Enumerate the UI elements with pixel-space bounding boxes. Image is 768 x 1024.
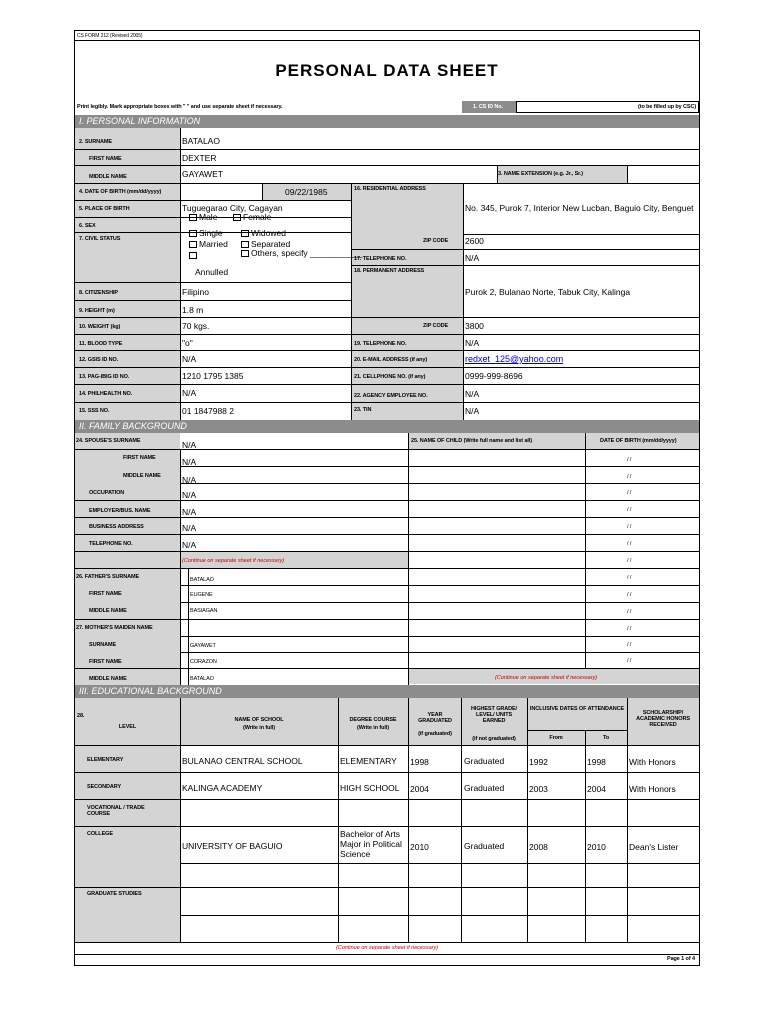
single-label: Single — [199, 228, 223, 238]
checkbox-icon — [189, 241, 197, 248]
m-first-label: FIRST NAME — [89, 659, 122, 665]
business-label: BUSINESS ADDRESS — [89, 524, 144, 530]
edu-honors-1[interactable]: With Honors — [629, 757, 676, 767]
edu-year-1[interactable]: 1998 — [410, 757, 429, 767]
tel1-value[interactable]: N/A — [465, 253, 480, 263]
height-value[interactable]: 1.8 m — [182, 305, 204, 315]
child-dob-3[interactable]: / / — [627, 490, 632, 496]
firstname-value[interactable]: DEXTER — [182, 153, 217, 163]
csc-id-label: 1. CS ID No. — [473, 104, 503, 110]
section-personal: I. PERSONAL INFORMATION — [75, 115, 699, 128]
weight-value[interactable]: 70 kgs. — [182, 321, 210, 331]
edu-year-header: YEAR GRADUATED — [418, 712, 452, 724]
page-title: PERSONAL DATA SHEET — [275, 61, 499, 80]
checkbox-icon — [241, 250, 249, 257]
male-option[interactable] — [189, 212, 217, 222]
child-dob-10[interactable]: / / — [627, 609, 632, 615]
firstname-label: FIRST NAME — [89, 156, 122, 162]
edu-degree-4[interactable]: Bachelor of Arts Major in Political Science — [340, 829, 402, 859]
occupation-label: OCCUPATION — [89, 490, 125, 496]
pagibig-value[interactable]: 1210 1795 1385 — [182, 371, 244, 381]
edu-level-header: LEVEL — [118, 724, 137, 730]
child-dob-label: DATE OF BIRTH (mm/dd/yyyy) — [600, 438, 677, 444]
email-label: 20. E-MAIL ADDRESS (if any) — [354, 357, 428, 363]
annulled-label: Annulled — [195, 267, 229, 277]
edu-school-4[interactable]: UNIVERSITY OF BAGUIO — [182, 841, 283, 851]
edu-year-4[interactable]: 2010 — [410, 842, 429, 852]
pob-label: 5. PLACE OF BIRTH — [79, 206, 130, 212]
edu-to-4[interactable]: 2010 — [587, 842, 606, 852]
cell-value[interactable]: 0999-999-8696 — [465, 371, 523, 381]
edu-level-4: COLLEGE — [87, 831, 113, 837]
height-label: 9. HEIGHT (m) — [79, 308, 115, 314]
perm-zip-value[interactable]: 3800 — [465, 321, 484, 331]
edu-year-2[interactable]: 2004 — [410, 784, 429, 794]
email-link[interactable]: redxet_125@yahoo.com — [465, 354, 564, 364]
separated-label: Separated — [251, 239, 291, 249]
agency-label: 22. AGENCY EMPLOYEE NO. — [354, 393, 428, 399]
philhealth-value[interactable]: N/A — [182, 388, 197, 398]
edu-level-5: GRADUATE STUDIES — [87, 891, 142, 897]
female-label: Female — [243, 212, 272, 222]
blank-option[interactable] — [189, 250, 199, 260]
father-value[interactable]: BATALAO — [190, 577, 214, 583]
f-middle-value[interactable]: BASIAGAN — [190, 608, 218, 614]
m-sur-value[interactable]: GAYAWET — [190, 643, 216, 649]
checkbox-icon — [241, 230, 249, 237]
edu-level-2: SECONDARY — [87, 784, 122, 790]
section-family: II. FAMILY BACKGROUND — [75, 420, 699, 433]
f-first-value[interactable]: EUGENE — [190, 592, 213, 598]
employer-value[interactable]: N/A — [182, 507, 197, 517]
edu-degree-sub: (Write in full) — [356, 725, 389, 731]
edu-highest-header: HIGHEST GRADE/ LEVEL/ UNITS EARNED — [471, 706, 517, 724]
child-dob-2[interactable]: / / — [627, 474, 632, 480]
csc-note: (to be filled up by CSC) — [638, 104, 697, 110]
occupation-value[interactable]: N/A — [182, 490, 197, 500]
tel2-value[interactable]: N/A — [465, 338, 480, 348]
edu-highest-2[interactable]: Graduated — [464, 783, 505, 793]
child-label: 25. NAME OF CHILD (Write full name and list all) — [411, 438, 533, 444]
child-dob-1[interactable]: / / — [627, 457, 632, 463]
edu-honors-2[interactable]: With Honors — [629, 784, 676, 794]
edu-school-1[interactable]: BULANAO CENTRAL SCHOOL — [182, 756, 303, 766]
edu-level-3: VOCATIONAL / TRADE COURSE — [87, 805, 145, 817]
edu-to-header: To — [602, 735, 610, 741]
child-dob-13[interactable]: / / — [627, 658, 632, 664]
edu-from-1[interactable]: 1992 — [529, 757, 548, 767]
tin-label: 23. TIN — [354, 407, 372, 413]
tin-value[interactable]: N/A — [465, 406, 480, 416]
middlename-label: MIDDLE NAME — [89, 174, 127, 180]
child-dob-5[interactable]: / / — [627, 524, 632, 530]
m-middle-value[interactable]: BATALAO — [190, 676, 214, 682]
others-option[interactable] — [241, 248, 362, 258]
citizenship-value[interactable]: Filipino — [182, 287, 209, 297]
tel2-label: 19. TELEPHONE NO. — [354, 341, 407, 347]
edu-year-sub: (if graduated) — [418, 731, 452, 737]
civil-status-label: 7. CIVIL STATUS — [79, 236, 121, 242]
edu-continue-note: (Continue on separate sheet if necessary) — [335, 945, 439, 951]
f-middle-label: MIDDLE NAME — [89, 608, 127, 614]
instructions: Print legibly. Mark appropriate boxes with " " and use separate sheet if necessary. — [77, 104, 283, 110]
pagibig-label: 13. PAG-IBIG ID NO. — [79, 374, 130, 380]
child-dob-12[interactable]: / / — [627, 642, 632, 648]
edu-degree-2[interactable]: HIGH SCHOOL — [340, 783, 400, 793]
checkbox-checked-icon — [189, 230, 197, 237]
edu-highest-1[interactable]: Graduated — [464, 756, 505, 766]
surname-label: 2. SURNAME — [79, 139, 112, 145]
res-addr-label: 16. RESIDENTIAL ADDRESS — [354, 186, 426, 192]
others-label: Others, specify ___________ — [251, 248, 363, 258]
f-first-label: FIRST NAME — [89, 591, 122, 597]
business-value[interactable]: N/A — [182, 523, 197, 533]
checkbox-icon — [189, 252, 197, 259]
tel1-label: 17. TELEPHONE NO. — [354, 256, 407, 262]
female-option[interactable] — [233, 212, 271, 222]
edu-highest-4[interactable]: Graduated — [464, 841, 505, 851]
citizenship-label: 8. CITIZENSHIP — [79, 290, 118, 296]
edu-school-sub: (Write in full) — [242, 725, 275, 731]
edu-highest-sub: (if not graduated) — [472, 736, 516, 742]
married-option[interactable] — [189, 239, 228, 249]
res-zip-label: ZIP CODE — [423, 238, 449, 244]
child-dob-8[interactable]: / / — [627, 575, 632, 581]
edu-from-header: From — [549, 735, 563, 741]
child-dob-9[interactable]: / / — [627, 592, 632, 598]
edu-school-header: NAME OF SCHOOL — [234, 717, 284, 723]
edu-honors-4[interactable]: Dean's Lister — [629, 842, 679, 852]
child-continue-note: (Continue on separate sheet if necessary) — [495, 675, 598, 681]
page-number: Page 1 of 4 — [667, 956, 695, 962]
section-education: III. EDUCATIONAL BACKGROUND — [75, 685, 699, 698]
name-ext-label: 3. NAME EXTENSION (e.g. Jr., Sr.) — [498, 171, 584, 177]
m-sur-label: SURNAME — [89, 642, 117, 648]
pob-value[interactable]: Tuguegarao City, Cagayan — [182, 203, 283, 213]
sp-first-value[interactable]: N/A — [182, 457, 197, 467]
father-label: 26. FATHER'S SURNAME — [76, 574, 140, 580]
edu-degree-1[interactable]: ELEMENTARY — [340, 756, 397, 766]
weight-label: 10. WEIGHT (kg) — [79, 324, 121, 330]
surname-value[interactable]: BATALAO — [182, 136, 220, 146]
child-dob-4[interactable]: / / — [627, 507, 632, 513]
spouse-value[interactable]: N/A — [182, 440, 197, 450]
widowed-option[interactable] — [241, 228, 286, 238]
widowed-label: Widowed — [251, 228, 286, 238]
edu-dates-header: INCLUSIVE DATES OF ATTENDANCE — [529, 706, 625, 712]
perm-addr-value[interactable]: Purok 2, Bulanao Norte, Tabuk City, Kalinga — [465, 287, 631, 297]
gsis-value[interactable]: N/A — [182, 354, 197, 364]
mother-label: 27. MOTHER'S MAIDEN NAME — [76, 625, 153, 631]
edu-from-4[interactable]: 2008 — [529, 842, 548, 852]
edu-to-1[interactable]: 1998 — [587, 757, 606, 767]
child-dob-6[interactable]: / / — [627, 541, 632, 547]
single-option[interactable] — [189, 228, 223, 238]
philhealth-label: 14. PHILHEALTH NO. — [79, 391, 133, 397]
spouse-label: 24. SPOUSE'S SURNAME — [76, 438, 141, 444]
edu-to-2[interactable]: 2004 — [587, 784, 606, 794]
dob-label: 4. DATE OF BIRTH (mm/dd/yyyy) — [79, 189, 162, 195]
perm-addr-label: 18. PERMANENT ADDRESS — [354, 268, 425, 274]
edu-degree-header: DEGREE COURSE — [349, 717, 397, 723]
perm-zip-label: ZIP CODE — [423, 323, 449, 329]
edu-from-2[interactable]: 2003 — [529, 784, 548, 794]
gsis-label: 12. GSIS ID NO. — [79, 357, 119, 363]
edu-level-1: ELEMENTARY — [87, 757, 124, 763]
m-middle-label: MIDDLE NAME — [89, 676, 127, 682]
res-zip-value[interactable]: 2600 — [465, 236, 484, 246]
form-number: CS FORM 212 (Revised 2005) — [77, 33, 143, 39]
res-addr-value[interactable]: No. 345, Purok 7, Interior New Lucban, Baguio City, Benguet — [465, 203, 694, 213]
sss-value[interactable]: 01 1847988 2 — [182, 406, 234, 416]
blood-value[interactable]: "o" — [182, 338, 193, 348]
sex-label: 6. SEX — [79, 223, 96, 229]
edu-no-label: 28. — [77, 713, 85, 719]
edu-honors-header: SCHOLARSHIP/ ACADEMIC HONORS RECEIVED — [636, 710, 690, 728]
married-label: Married — [199, 239, 228, 249]
edu-school-2[interactable]: KALINGA ACADEMY — [182, 783, 263, 793]
cell-label: 21. CELLPHONE NO. (if any) — [354, 374, 426, 380]
checkbox-icon — [233, 214, 241, 221]
child-dob-11[interactable]: / / — [627, 626, 632, 632]
employer-label: EMPLOYER/BUS. NAME — [89, 508, 151, 514]
agency-value[interactable]: N/A — [465, 389, 480, 399]
personal-data-sheet — [74, 30, 700, 966]
blood-label: 11. BLOOD TYPE — [79, 341, 123, 347]
checkbox-checked-icon — [189, 214, 197, 221]
fam-tel-label: TELEPHONE NO. — [89, 541, 133, 547]
sp-middle-label: MIDDLE NAME — [123, 473, 161, 479]
male-label: Male — [199, 212, 218, 222]
child-dob-7[interactable]: / / — [627, 558, 632, 564]
sss-label: 15. SSS NO. — [79, 408, 110, 414]
dob-value[interactable]: 09/22/1985 — [285, 187, 328, 197]
middlename-value[interactable]: GAYAWET — [182, 169, 223, 179]
family-continue-note: (Continue on separate sheet if necessary) — [182, 558, 285, 564]
sp-middle-value[interactable]: N/A — [182, 475, 197, 485]
sp-first-label: FIRST NAME — [123, 455, 156, 461]
fam-tel-value[interactable]: N/A — [182, 540, 197, 550]
m-first-value[interactable]: CORAZON — [190, 659, 217, 665]
